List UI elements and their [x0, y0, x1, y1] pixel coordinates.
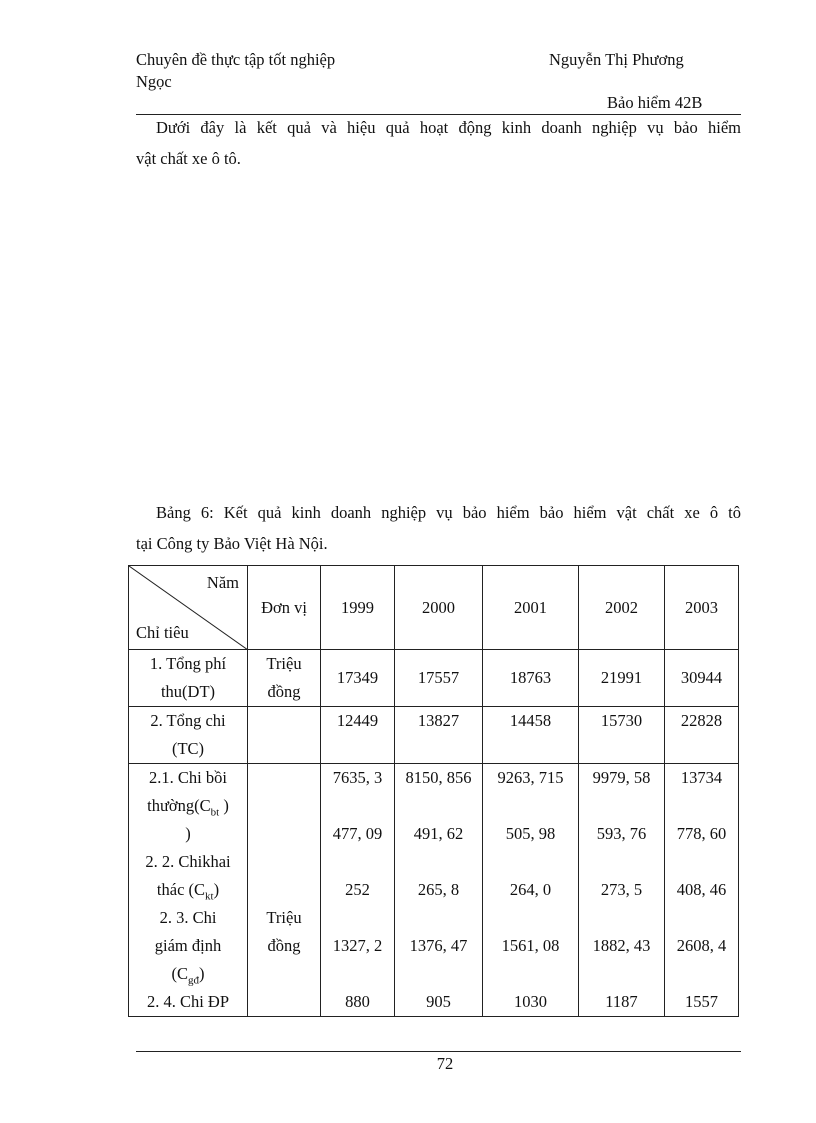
- value-cell: 1187: [605, 992, 638, 1011]
- row-label-line: 2. Tổng chi: [150, 711, 226, 730]
- row-label-line: 2. 4. Chi ĐP: [146, 992, 230, 1011]
- value-column-2000: [395, 764, 483, 1017]
- value-cell: 265, 8: [417, 880, 460, 899]
- value-cell: 1376, 47: [409, 936, 468, 955]
- value-cell: 264, 0: [509, 880, 552, 899]
- value-cell: 1327, 2: [332, 936, 383, 955]
- table-header-row: [129, 566, 739, 650]
- value-column-2001: [483, 764, 579, 1017]
- value-column-2002: [579, 764, 665, 1017]
- row-label-line: 2. 3. Chi: [159, 908, 217, 927]
- value-cell: 1882, 43: [592, 936, 651, 955]
- value-cell: 408, 46: [676, 880, 727, 899]
- row-label-line: 1. Tổng phí: [149, 654, 227, 673]
- row-label-line: $(C_{gđ})$: [171, 964, 205, 987]
- value-cell: 1030: [514, 992, 547, 1011]
- header-left-title: Chuyên đề thực tập tốt nghiệp: [136, 50, 336, 69]
- value-cell: 9263, 715: [497, 768, 564, 787]
- row-label-line: giám định: [154, 936, 222, 955]
- unit-cell: [248, 650, 321, 707]
- year-header: 1999: [321, 566, 395, 650]
- value-cell: 593, 76: [596, 824, 647, 843]
- table-row: [129, 650, 739, 707]
- row-label-line: $thường(C_{bt}$ ): [147, 796, 229, 819]
- value-cell: 905: [426, 992, 451, 1011]
- header-class: Bảo hiểm 42B: [607, 93, 703, 112]
- table-row: [129, 764, 739, 1017]
- page-number: 72: [436, 1054, 454, 1073]
- year-header: 2002: [579, 566, 665, 650]
- value-cell: 491, 62: [413, 824, 464, 843]
- value-cell: 778, 60: [676, 824, 727, 843]
- footer-rule: [136, 1051, 741, 1052]
- caption-line-1: Bảng 6: Kết quả kinh doanh nghiệp vụ bảo hiểm bảo hiểm vật chất xe ô tô: [156, 503, 741, 522]
- table-row: [129, 707, 739, 764]
- value-cell: 22828: [665, 707, 739, 764]
- row-label-line: 2. 2. Chikhai: [145, 852, 231, 871]
- value-cell: 505, 98: [505, 824, 556, 843]
- row-label-line: 2.1. Chi bồi: [149, 768, 227, 787]
- value-cell: 18763: [483, 650, 579, 707]
- intro-line-1: Dưới đây là kết quả và hiệu quả hoạt động kinh doanh nghiệp vụ bảo hiểm: [156, 118, 741, 137]
- value-cell: 1557: [685, 992, 718, 1011]
- corner-indicator-label: Chỉ tiêu: [136, 623, 189, 642]
- value-cell: 252: [345, 880, 370, 899]
- intro-paragraph: [136, 112, 741, 174]
- value-column-2003: [665, 764, 739, 1017]
- caption-line-2: tại Công ty Bảo Việt Hà Nội.: [136, 534, 328, 553]
- value-column-1999: [321, 764, 395, 1017]
- corner-year-label: Năm: [206, 573, 239, 592]
- header-left-title-cont: Ngọc: [136, 72, 172, 91]
- intro-line-2: vật chất xe ô tô.: [136, 149, 241, 168]
- value-cell: 14458: [483, 707, 579, 764]
- unit-line: đồng: [267, 936, 301, 955]
- unit-cell: [248, 764, 321, 1017]
- table-caption: [136, 497, 741, 559]
- row-label-line: ): [185, 824, 191, 843]
- year-header: 2003: [665, 566, 739, 650]
- unit-line: Triệu: [266, 654, 302, 673]
- header-author: Nguyễn Thị Phương: [549, 50, 684, 69]
- value-cell: 13734: [680, 768, 723, 787]
- value-cell: 8150, 856: [405, 768, 472, 787]
- value-cell: 15730: [579, 707, 665, 764]
- value-cell: 1561, 08: [501, 936, 560, 955]
- value-cell: 7635, 3: [332, 768, 383, 787]
- value-cell: 2608, 4: [676, 936, 727, 955]
- row-label-line: thu(DT): [160, 682, 216, 701]
- value-cell: 12449: [321, 707, 395, 764]
- row-label-line: (TC): [171, 739, 205, 758]
- value-cell: 273, 5: [600, 880, 643, 899]
- value-cell: 880: [345, 992, 370, 1011]
- row-label: [129, 650, 248, 707]
- value-cell: 13827: [395, 707, 483, 764]
- value-cell: 477, 09: [332, 824, 383, 843]
- unit-line: đồng: [267, 682, 301, 701]
- row-label-line: thác $(C_{kt})$: [156, 880, 220, 903]
- unit-header: Đơn vị: [248, 566, 321, 650]
- value-cell: 17349: [321, 650, 395, 707]
- value-cell: 21991: [579, 650, 665, 707]
- results-table: [128, 565, 739, 1017]
- value-cell: 17557: [395, 650, 483, 707]
- year-header: 2000: [395, 566, 483, 650]
- value-cell: 9979, 58: [592, 768, 651, 787]
- value-cell: 30944: [665, 650, 739, 707]
- unit-cell: [248, 707, 321, 764]
- year-header: 2001: [483, 566, 579, 650]
- unit-line: Triệu: [266, 908, 302, 927]
- row-label: [129, 764, 248, 1017]
- row-label: [129, 707, 248, 764]
- corner-cell: [129, 566, 248, 650]
